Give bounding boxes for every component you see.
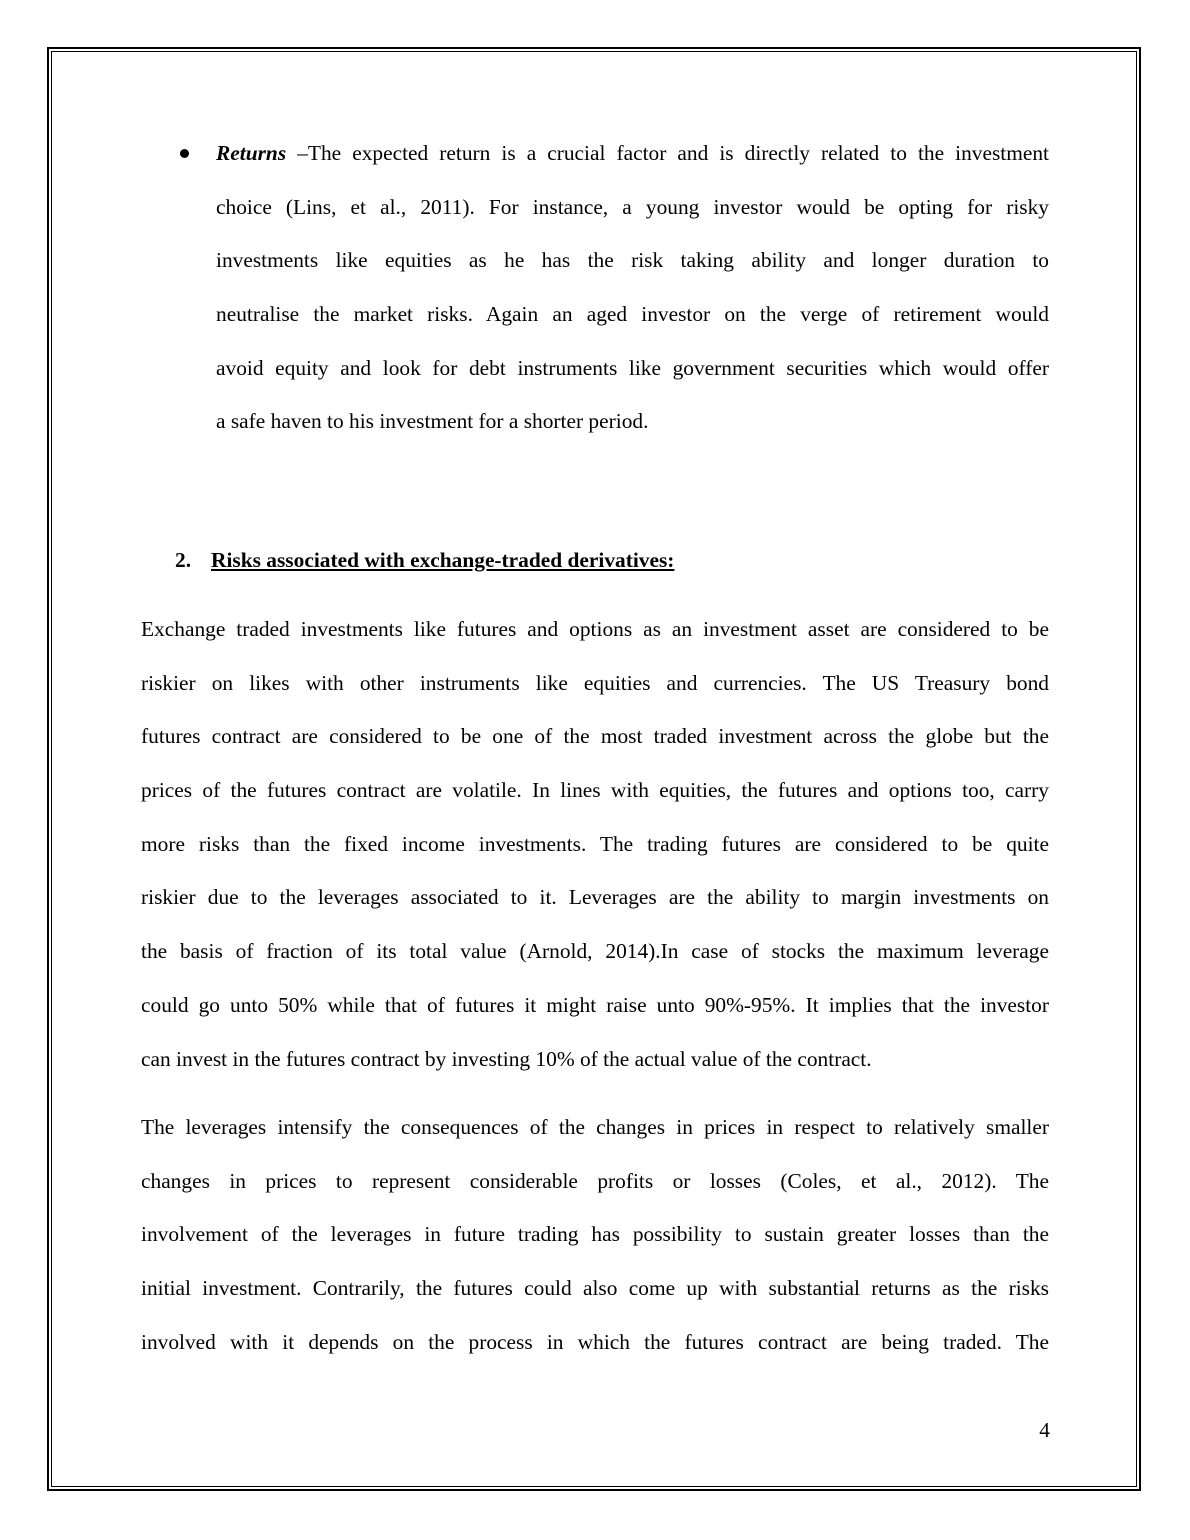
text-line [141, 764, 1049, 818]
text-line [216, 127, 1049, 181]
line-text: choice (Lins, et al., 2011). For instance, a young investor would be opting for risky [216, 194, 1049, 219]
text-line [141, 1101, 1049, 1155]
line-text: The leverages intensify the consequences of the changes in prices in respect to relatively smaller [141, 1115, 1049, 1139]
section-number: 2. [175, 548, 192, 572]
text-line [141, 603, 1049, 657]
line-text: a safe haven to his investment for a shorter period. [216, 409, 649, 434]
line-text: –The expected return is a crucial factor and is directly related to the investment [286, 141, 1049, 165]
bullet-returns [216, 127, 1049, 449]
text-line [216, 234, 1049, 288]
line-text: futures contract are considered to be one of the most traded investment across the globe but the [141, 724, 1049, 749]
paragraph-2 [141, 1101, 1049, 1369]
line-text: investments like equities as he has the risk taking ability and longer duration to [216, 248, 1049, 273]
text-line [141, 657, 1049, 711]
line-text: initial investment. Contrarily, the futures could also come up with substantial returns as the risks [141, 1276, 1049, 1301]
line-text: could go unto 50% while that of futures it might raise unto 90%-95%. It implies that the investor [141, 992, 1049, 1017]
bullet-term: Returns [216, 141, 287, 165]
paragraph-1 [141, 603, 1049, 1086]
text-line [216, 181, 1049, 235]
line-text: riskier on likes with other instruments like equities and currencies. The US Treasury bond [141, 670, 1049, 695]
line-text: prices of the futures contract are volatile. In lines with equities, the futures and options too, carry [141, 778, 1049, 803]
line-text: riskier due to the leverages associated to it. Leverages are the ability to margin investments on [141, 885, 1049, 910]
text-line [141, 710, 1049, 764]
text-line [141, 1033, 1049, 1087]
text-line [141, 979, 1049, 1033]
line-text: the basis of fraction of its total value (Arnold, 2014).In case of stocks the maximum leverage [141, 939, 1049, 964]
line-text: involvement of the leverages in future trading has possibility to sustain greater losses than the [141, 1222, 1049, 1247]
page-number: 4 [1039, 1418, 1050, 1442]
text-line [141, 1208, 1049, 1262]
text-line [141, 925, 1049, 979]
bullet-icon [180, 149, 189, 158]
text-line [216, 395, 1049, 449]
line-text: can invest in the futures contract by investing 10% of the actual value of the contract. [141, 1046, 872, 1071]
line-text: neutralise the market risks. Again an aged investor on the verge of retirement would [216, 302, 1049, 327]
text-line [141, 1155, 1049, 1209]
section-heading [175, 545, 674, 575]
text-line [216, 342, 1049, 396]
section-title: Risks associated with exchange-traded derivatives: [211, 548, 675, 572]
text-line [141, 1316, 1049, 1370]
line-text: avoid equity and look for debt instruments like government securities which would offer [216, 355, 1049, 380]
text-line [141, 1262, 1049, 1316]
text-line [216, 288, 1049, 342]
text-line [141, 818, 1049, 872]
line-text: involved with it depends on the process in which the futures contract are being traded. The [141, 1329, 1049, 1354]
line-text: changes in prices to represent considerable profits or losses (Coles, et al., 2012). The [141, 1168, 1049, 1193]
text-line [141, 871, 1049, 925]
line-text: more risks than the fixed income investments. The trading futures are considered to be quite [141, 831, 1049, 856]
line-text: Exchange traded investments like futures and options as an investment asset are considered to be [141, 617, 1049, 641]
